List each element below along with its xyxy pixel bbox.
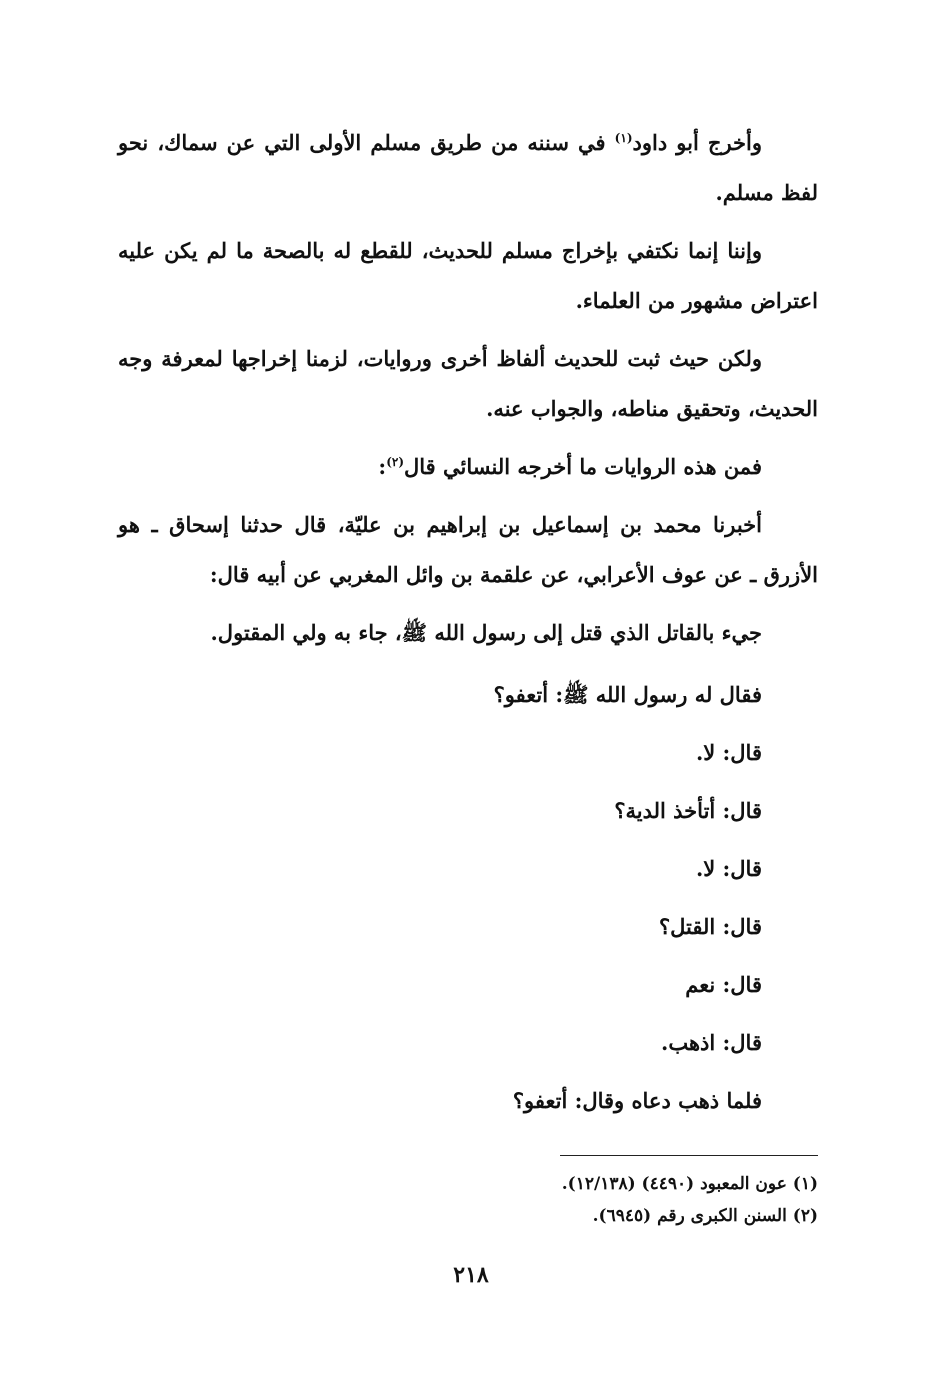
footnote-ref-2[interactable]: (٢)	[386, 455, 405, 469]
paragraph-2-text: وإننا إنما نكتفي بإخراج مسلم للحديث، للقطع له بالصحة ما لم يكن عليه اعتراض مشهور من العلماء.	[118, 238, 818, 313]
footnote-divider	[560, 1155, 818, 1156]
paragraph-3	[118, 334, 818, 434]
paragraph-1-text-cont: في سننه من طريق مسلم الأولى التي عن سماك، نحو لفظ مسلم.	[118, 130, 818, 205]
paragraph-5	[118, 500, 818, 600]
paragraph-6	[118, 608, 818, 658]
paragraph-1-text: وأخرج أبو داود	[632, 130, 762, 155]
paragraph-4-text: فمن هذه الروايات ما أخرجه النسائي قال	[404, 454, 762, 479]
footnotes	[118, 1168, 818, 1232]
dialog-line-5: قال: القتل؟	[658, 914, 762, 939]
dialog-line-4: قال: لا.	[695, 856, 762, 881]
paragraph-4	[118, 442, 818, 492]
paragraph-4-text-cont: :	[378, 454, 387, 479]
page-number: ٢١٨	[453, 1262, 489, 1288]
dialog-line-3: قال: أتأخذ الدية؟	[614, 798, 762, 823]
paragraph-2	[118, 226, 818, 326]
main-text	[118, 118, 818, 1130]
dialog-line-6: قال: نعم	[685, 972, 762, 997]
dialog-line-1: فقال له رسول الله ﷺ: أتعفو؟	[493, 682, 762, 707]
paragraph-3-text: ولكن حيث ثبت للحديث ألفاظ أخرى وروايات، لزمنا إخراجها لمعرفة وجه الحديث، وتحقيق مناطه، والجواب عنه.	[118, 346, 818, 421]
paragraph-6-text: جيء بالقاتل الذي قتل إلى رسول الله ﷺ، جاء به ولي المقتول.	[210, 620, 762, 645]
footnote-1: (١) عون المعبود (٤٤٩٠) (١٢/١٣٨).	[561, 1174, 818, 1194]
paragraph-1	[118, 118, 818, 218]
footnote-ref-1[interactable]: (١)	[614, 131, 633, 145]
paragraph-5-text: أخبرنا محمد بن إسماعيل بن إبراهيم بن عليّة، قال حدثنا إسحاق ـ هو الأزرق ـ عن عوف الأعرابي، عن علقمة بن وائل المغربي عن أبيه قال:	[118, 512, 818, 587]
dialog-line-2: قال: لا.	[695, 740, 762, 765]
dialog-line-7: قال: اذهب.	[661, 1030, 762, 1055]
dialog-line-8: فلما ذهب دعاه وقال: أتعفو؟	[512, 1088, 762, 1113]
footnote-2: (٢) السنن الكبرى رقم (٦٩٤٥).	[592, 1206, 818, 1226]
